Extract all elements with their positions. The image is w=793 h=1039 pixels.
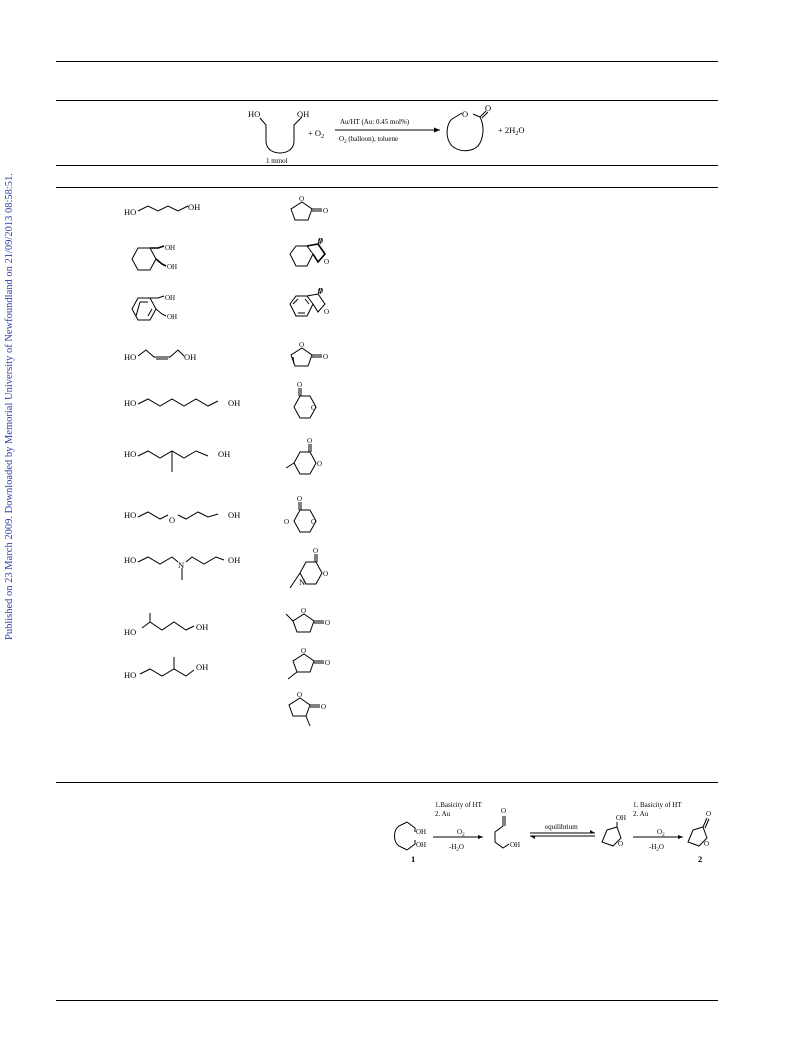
scheme-plus-water: + $2H_2O$ xyxy=(498,125,525,137)
row-5-substrate xyxy=(120,392,250,414)
svg-text:O: O xyxy=(311,404,317,412)
row-2-product xyxy=(280,236,340,280)
svg-text:O: O xyxy=(311,518,317,526)
row-3-substrate xyxy=(120,290,220,330)
svg-text:O: O xyxy=(301,607,307,615)
svg-text:O: O xyxy=(307,437,313,445)
svg-text:O: O xyxy=(297,691,303,699)
svg-text:OH: OH xyxy=(165,294,176,302)
aldehyde-oh: OH xyxy=(510,841,521,849)
row-7-substrate xyxy=(120,505,250,527)
row-3-product xyxy=(280,286,340,330)
scheme-reactant-ho: HO xyxy=(248,109,261,119)
svg-text:OH: OH xyxy=(218,449,231,459)
svg-text:-H2O: $-H_2O$ xyxy=(649,843,664,853)
svg-text:HO: HO xyxy=(124,670,137,680)
scheme-bottom-rule xyxy=(56,165,718,166)
scheme-product-carbonyl-o: O xyxy=(485,103,492,113)
svg-text:O: O xyxy=(297,495,303,503)
scheme-plus-o2: + $O_2$ xyxy=(308,128,325,140)
aldehyde-o: O xyxy=(501,807,507,815)
step2-au: 2. Au xyxy=(633,810,649,818)
svg-text:O: O xyxy=(324,308,330,316)
svg-text:O: O xyxy=(284,518,290,526)
step2-basicity: 1. Basicity of HT xyxy=(633,801,682,809)
svg-text:HO: HO xyxy=(124,352,137,362)
row-4-substrate xyxy=(120,342,220,368)
svg-text:HO: HO xyxy=(124,207,137,217)
svg-text:HO: HO xyxy=(124,398,137,408)
row-8-product xyxy=(280,546,340,596)
svg-text:HO: HO xyxy=(124,555,137,565)
svg-text:HO: HO xyxy=(124,510,137,520)
row-10-product xyxy=(280,646,344,686)
svg-text:O: O xyxy=(313,547,319,555)
hemiacetal-oh: OH xyxy=(616,814,627,822)
svg-text:O: O xyxy=(323,353,329,361)
svg-text:O: O xyxy=(325,659,331,667)
table-top-rule xyxy=(56,61,718,62)
compound-2-label: 2 xyxy=(698,854,703,864)
svg-text:O: O xyxy=(317,460,323,468)
equilibrium-label: equilibrium xyxy=(545,823,578,831)
mechanism-scheme xyxy=(385,794,720,874)
row-6-product xyxy=(280,436,340,490)
row-9-substrate xyxy=(120,610,230,640)
svg-text:OH: OH xyxy=(188,202,201,212)
row-2-substrate xyxy=(120,240,220,280)
mechanism-oh-1: OH xyxy=(416,828,427,836)
svg-text:O: O xyxy=(321,703,327,711)
row-1-substrate xyxy=(120,196,220,222)
row-1-product xyxy=(280,194,340,224)
lactone-ring-o: O xyxy=(704,840,710,848)
row-8-substrate xyxy=(120,550,250,590)
svg-text:OH: OH xyxy=(228,510,241,520)
mechanism-oh-2: OH xyxy=(416,841,427,849)
hemiacetal-o: O xyxy=(618,840,624,848)
row-7-product xyxy=(280,494,340,544)
svg-text:OH: OH xyxy=(196,662,209,672)
svg-text:HO: HO xyxy=(124,449,137,459)
svg-text:O: O xyxy=(323,207,329,215)
svg-text:O: O xyxy=(318,237,324,245)
svg-text:O2: $O_2$ xyxy=(457,828,465,838)
svg-text:-H2O: $-H_2O$ xyxy=(449,843,464,853)
column-header-rule xyxy=(56,187,718,188)
svg-text:OH: OH xyxy=(165,244,176,252)
svg-text:O: O xyxy=(297,381,303,389)
svg-text:O: O xyxy=(299,341,305,349)
table-bottom-rule xyxy=(56,782,718,783)
scheme-reactant-oh: OH xyxy=(297,109,310,119)
svg-text:O: O xyxy=(301,647,307,655)
lactone-carbonyl-o: O xyxy=(706,810,712,818)
svg-text:O: O xyxy=(318,287,324,295)
svg-text:N: N xyxy=(299,577,306,587)
table-header-rule xyxy=(56,100,718,101)
svg-text:OH: OH xyxy=(228,398,241,408)
svg-text:HO: HO xyxy=(124,627,137,637)
step1-basicity: 1.Basicity of HT xyxy=(435,801,482,809)
publication-note-text: Published on 23 March 2009. Downloaded by Memorial University of Newfoundland on 21/09/2013 08:58:51. xyxy=(4,173,15,640)
svg-text:O: O xyxy=(169,515,176,525)
row-6-substrate xyxy=(120,444,250,480)
scheme-arrow-conditions: $O_2$ (balloon), toluene xyxy=(339,135,399,145)
scheme-product-ring-o: O xyxy=(462,109,469,119)
row-4-product xyxy=(280,340,340,370)
scheme-reactant-amount: 1 mmol xyxy=(266,157,288,165)
svg-text:O: O xyxy=(299,195,305,203)
svg-text:O: O xyxy=(325,619,331,627)
page-bottom-rule xyxy=(56,1000,718,1001)
row-9-product xyxy=(280,604,344,640)
svg-text:OH: OH xyxy=(167,263,178,271)
row-10-substrate xyxy=(120,652,230,682)
svg-text:OH: OH xyxy=(167,313,178,321)
row-5-product xyxy=(280,380,340,430)
row-11-product xyxy=(280,690,344,734)
step1-au: 2. Au xyxy=(435,810,451,818)
svg-text:O: O xyxy=(323,570,329,578)
svg-text:O: O xyxy=(324,258,330,266)
svg-text:O2: $O_2$ xyxy=(657,828,665,838)
svg-text:OH: OH xyxy=(184,352,197,362)
svg-text:OH: OH xyxy=(196,622,209,632)
svg-text:N: N xyxy=(178,560,185,570)
svg-text:OH: OH xyxy=(228,555,241,565)
scheme-arrow-catalyst: Au/HT (Au: 0.45 mol%) xyxy=(340,118,410,126)
general-reaction-scheme xyxy=(240,103,540,165)
compound-1-label: 1 xyxy=(411,854,416,864)
